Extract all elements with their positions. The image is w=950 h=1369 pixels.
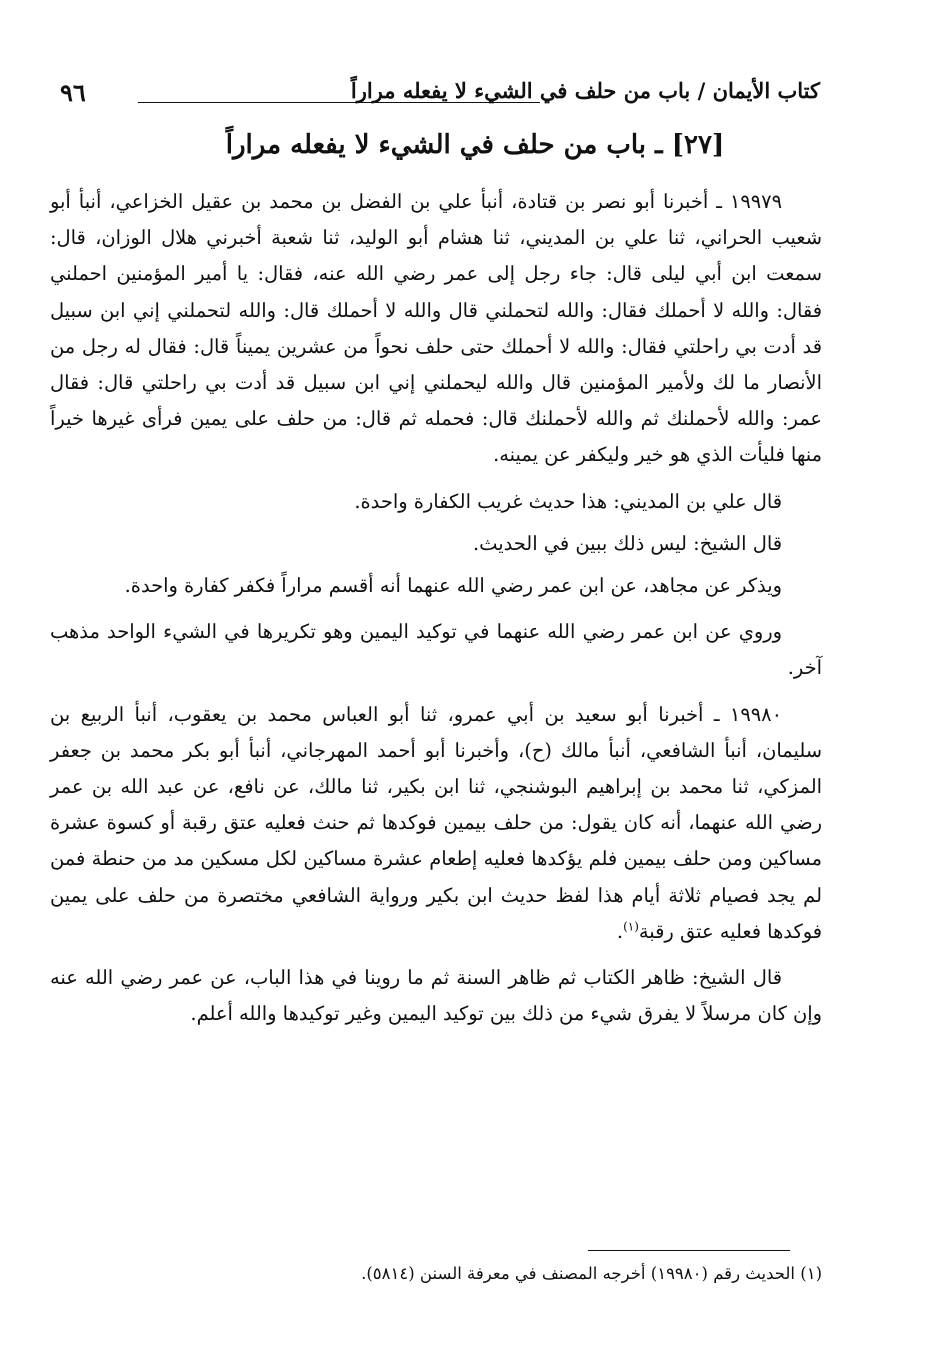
page-body	[50, 184, 822, 1042]
closing-comment: قال الشيخ: ظاهر الكتاب ثم ظاهر السنة ثم ما روينا في هذا الباب، عن عمر رضي الله عنه وإن كان مرسلاً لا يفرق شيء من ذلك بين توكيد اليمين وغير توكيدها والله أعلم.	[50, 966, 822, 1026]
chapter-title: [٢٧] ـ باب من حلف في الشيء لا يفعله مراراً	[225, 130, 725, 160]
running-header	[60, 78, 820, 110]
narration-ibn-umar: وروي عن ابن عمر رضي الله عنهما في توكيد اليمين وهو تكريرها في الشيء الواحد مذهب آخر.	[50, 620, 822, 680]
footnote-rule	[588, 1250, 790, 1251]
footnote-marker[interactable]: (١)	[623, 919, 639, 934]
comment-shaykh: قال الشيخ: ليس ذلك ببين في الحديث.	[473, 531, 782, 555]
comment-ibn-al-madini: قال علي بن المديني: هذا حديث غريب الكفارة واحدة.	[354, 489, 782, 513]
narration-mujahid: ويذكر عن مجاهد، عن ابن عمر رضي الله عنهما أنه أقسم مراراً فكفر كفارة واحدة.	[124, 574, 782, 598]
running-title: كتاب الأيمان / باب من حلف في الشيء لا يفعله مراراً	[350, 78, 820, 103]
page-number: ٩٦	[60, 78, 86, 107]
hadith-19980: ١٩٩٨٠ ـ أخبرنا أبو سعيد بن أبي عمرو، ثنا أبو العباس محمد بن يعقوب، أنبأ الربيع بن سليمان، أنبأ الشافعي، أنبأ مالك (ح)، وأخبرنا أبو أحمد المهرجاني، أنبأ أبو بكر محمد بن جعفر المزكي، ثنا محمد بن إبراهيم البوشنجي، ثنا ابن بكير، ثنا مالك، عن نافع، عن عبد الله بن عمر رضي الله عنهما، أنه كان يقول: من حلف بيمين فوكدها ثم حنث فعليه عتق رقبة أو كسوة عشرة مساكين ومن حلف بيمين فلم يؤكدها فعليه إطعام عشرة مساكين لكل مسكين مد من حنطة فمن لم يجد فصيام ثلاثة أيام هذا لفظ حديث ابن بكير ورواية الشافعي مختصرة من حلف على يمين فوكدها فعليه عتق رقبة$^{(١)}$.	[50, 702, 822, 943]
footnote: (١) الحديث رقم (١٩٩٨٠) أخرجه المصنف في معرفة السنن (٥٨١٤).	[361, 1264, 822, 1283]
hadith-19980-text: ١٩٩٨٠ ـ أخبرنا أبو سعيد بن أبي عمرو، ثنا أبو العباس محمد بن يعقوب، أنبأ الربيع بن سليمان، أنبأ الشافعي، أنبأ مالك (ح)، وأخبرنا أبو أحمد المهرجاني، أنبأ أبو بكر محمد بن جعفر المزكي، ثنا محمد بن إبراهيم البوشنجي، ثنا ابن بكير، ثنا مالك، عن نافع، عن عبد الله بن عمر رضي الله عنهما، أنه كان يقول: من حلف بيمين فوكدها ثم حنث فعليه عتق رقبة أو كسوة عشرة مساكين ومن حلف بيمين فلم يؤكدها فعليه إطعام عشرة مساكين لكل مسكين مد من حنطة فمن لم يجد فصيام ثلاثة أيام هذا لفظ حديث ابن بكير ورواية الشافعي مختصرة من حلف على يمين فوكدها فعليه عتق رقبة	[50, 702, 822, 943]
header-rule	[138, 102, 540, 103]
hadith-19979: ١٩٩٧٩ ـ أخبرنا أبو نصر بن قتادة، أنبأ علي بن الفضل بن محمد بن عقيل الخزاعي، أنبأ أبو شعيب الحراني، ثنا علي بن المديني، ثنا هشام أبو الوليد، ثنا شعبة أخبرني هلال الوزان، قال: سمعت ابن أبي ليلى قال: جاء رجل إلى عمر رضي الله عنه، فقال: يا أمير المؤمنين احملني فقال: والله لا أحملك فقال: والله لتحملني قال والله لا أحملك قال: والله لتحملني إني ابن سبيل قد أدت بي راحلتي فقال: والله لا أحملك حتى حلف نحواً من عشرين يميناً قال: فقال له رجل من الأنصار ما لك ولأمير المؤمنين قال والله ليحملني إني ابن سبيل قد أدت بي راحلتي قال: فقال عمر: والله لأحملنك ثم والله لأحملنك قال: فحمله ثم قال: من حلف على يمين فرأى غيرها خيراً منها فليأت الذي هو خير وليكفر عن يمينه.	[50, 190, 822, 467]
